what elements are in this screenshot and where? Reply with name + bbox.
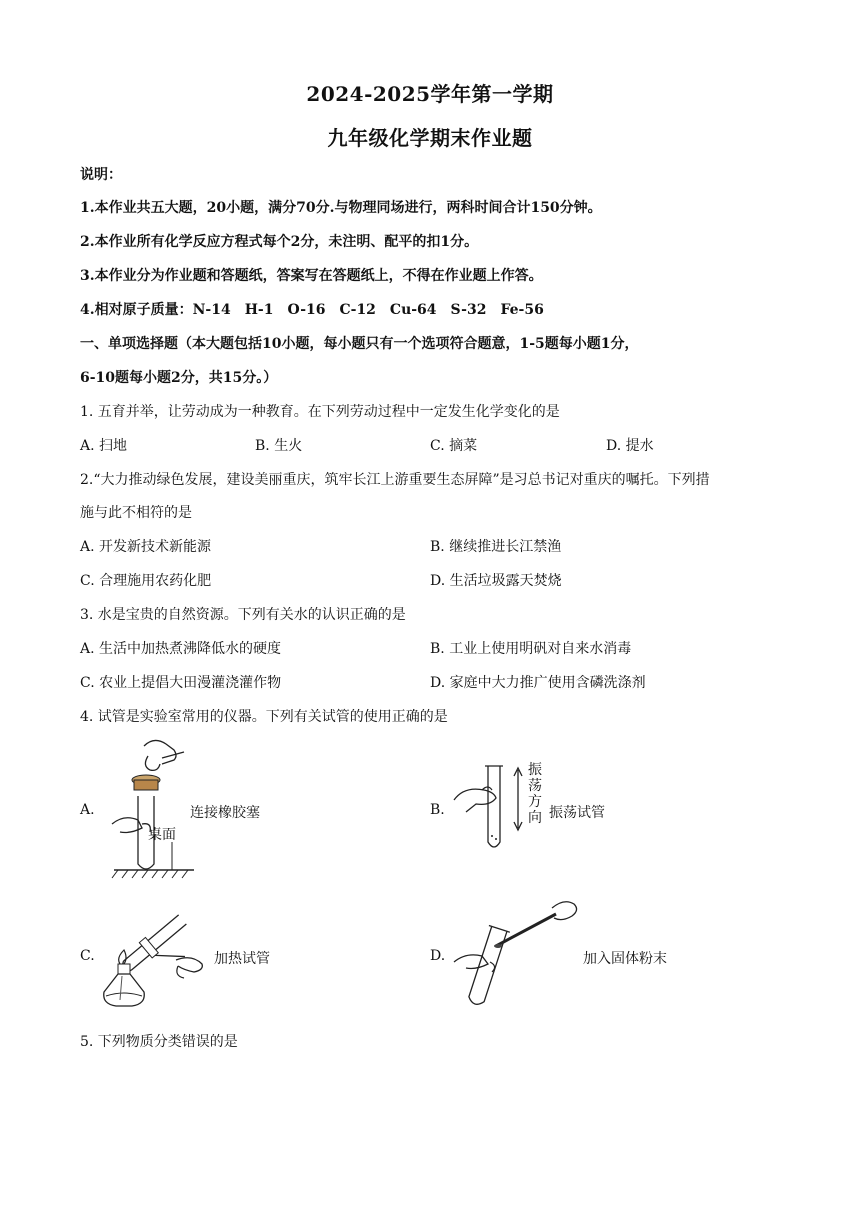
q4-option-b-letter[interactable]: B. <box>430 802 445 818</box>
note-1: 1.本作业共五大题，20小题，满分70分.与物理同场进行，两科时间合计150分钟。 <box>80 200 602 216</box>
title-line-1: 2024-2025学年第一学期 <box>306 82 554 106</box>
q1-option-a[interactable]: A. 扫地 <box>80 438 128 454</box>
q1-option-c[interactable]: C. 摘菜 <box>430 438 478 454</box>
q3-option-c[interactable]: C. 农业上提倡大田漫灌浇灌作物 <box>80 675 282 691</box>
question-4-stem: 4. 试管是实验室常用的仪器。下列有关试管的使用正确的是 <box>80 709 448 725</box>
section1-heading-line-1: 一、单项选择题（本大题包括10小题，每小题只有一个选项符合题意，1-5题每小题1分， <box>80 336 639 352</box>
notes-heading: 说明： <box>80 167 122 183</box>
direction-char-2: 荡 <box>528 778 542 794</box>
question-2-stem-line-2: 施与此不相符的是 <box>80 505 192 521</box>
q4-option-c-label[interactable]: 加热试管 <box>214 951 270 967</box>
question-2-stem-line-1: 2.“大力推动绿色发展，建设美丽重庆，筑牢长江上游重要生态屏障”是习总书记对重庆的嘱托。下列措 <box>80 472 710 488</box>
q2-option-a[interactable]: A. 开发新技术新能源 <box>80 539 212 555</box>
q4-option-d-figure <box>452 898 582 1014</box>
q3-option-d[interactable]: D. 家庭中大力推广使用含磷洗涤剂 <box>430 675 646 691</box>
note-2: 2.本作业所有化学反应方程式每个2分，未注明、配平的扣1分。 <box>80 234 479 250</box>
direction-char-1: 振 <box>528 762 542 778</box>
q4-option-c-letter[interactable]: C. <box>80 948 95 964</box>
q4-option-a-bench-label: 桌面 <box>148 827 176 843</box>
q4-option-a-figure <box>108 738 198 878</box>
question-3-stem: 3. 水是宝贵的自然资源。下列有关水的认识正确的是 <box>80 607 406 623</box>
q4-option-b-label[interactable]: 振荡试管 <box>549 805 605 821</box>
note-4: 4.相对原子质量：N-14 H-1 O-16 C-12 Cu-64 S-32 Fe-56 <box>80 302 544 318</box>
q4-option-d-label[interactable]: 加入固体粉末 <box>583 951 667 967</box>
q3-option-a[interactable]: A. 生活中加热煮沸降低水的硬度 <box>80 641 282 657</box>
direction-char-3: 方 <box>528 794 542 810</box>
q4-option-b-direction-label <box>528 762 542 826</box>
note-3: 3.本作业分为作业题和答题纸，答案写在答题纸上，不得在作业题上作答。 <box>80 268 543 284</box>
section1-heading-line-2: 6-10题每小题2分，共15分。） <box>80 370 278 386</box>
q2-option-d[interactable]: D. 生活垃圾露天焚烧 <box>430 573 562 589</box>
q4-option-c-figure <box>98 900 210 1012</box>
q1-option-d[interactable]: D. 提水 <box>606 438 654 454</box>
q2-option-c[interactable]: C. 合理施用农药化肥 <box>80 573 212 589</box>
q4-option-a-letter[interactable]: A. <box>80 802 95 818</box>
question-1-stem: 1. 五育并举，让劳动成为一种教育。在下列劳动过程中一定发生化学变化的是 <box>80 404 560 420</box>
question-5-stem: 5. 下列物质分类错误的是 <box>80 1034 238 1050</box>
direction-char-4: 向 <box>528 810 542 826</box>
q4-option-a-label[interactable]: 连接橡胶塞 <box>190 805 260 821</box>
q4-option-b-figure <box>452 764 522 854</box>
title-line-2: 九年级化学期末作业题 <box>327 126 533 150</box>
q2-option-b[interactable]: B. 继续推进长江禁渔 <box>430 539 562 555</box>
q4-option-d-letter[interactable]: D. <box>430 948 446 964</box>
q3-option-b[interactable]: B. 工业上使用明矾对自来水消毒 <box>430 641 632 657</box>
q1-option-b[interactable]: B. 生火 <box>255 438 303 454</box>
